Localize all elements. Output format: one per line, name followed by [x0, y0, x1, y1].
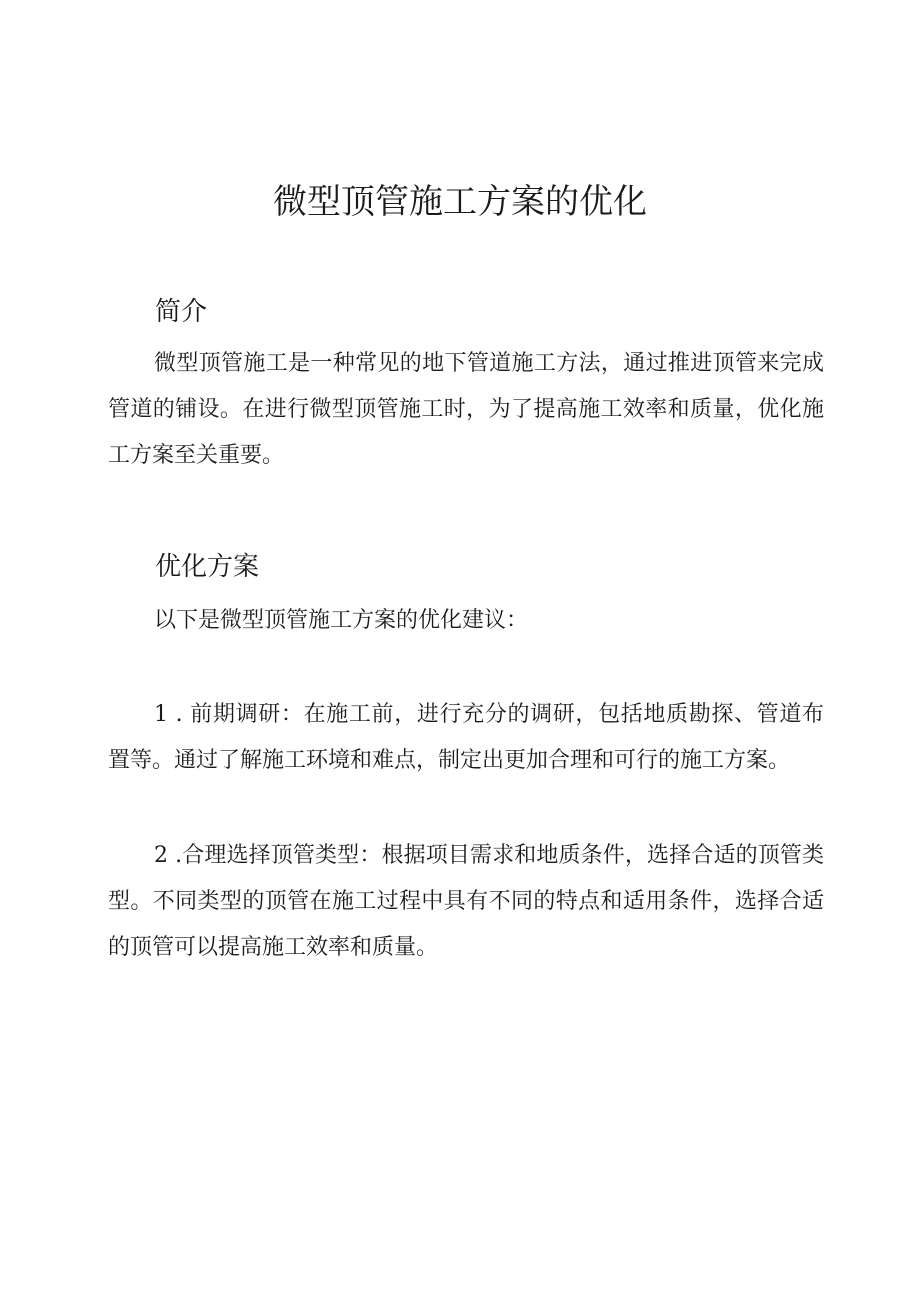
optimization-lead-paragraph: 以下是微型顶管施工方案的优化建议：: [154, 608, 529, 633]
optimization-item-2: 2 .合理选择顶管类型：根据项目需求和地质条件，选择合适的顶管类型。不同类型的顶管在施工过程中具有不同的特点和适用条件，选择合适的顶管可以提高施工效率和质量。: [108, 843, 824, 960]
section-heading-intro: 简介: [155, 297, 208, 327]
section-heading-optimization: 优化方案: [155, 552, 260, 582]
intro-paragraph: 微型顶管施工是一种常见的地下管道施工方法，通过推进顶管来完成管道的铺设。在进行微型顶管施工时，为了提高施工效率和质量，优化施工方案至关重要。: [108, 351, 824, 468]
optimization-item-1: 1 . 前期调研：在施工前，进行充分的调研，包括地质勘探、管道布置等。通过了解施工环境和难点，制定出更加合理和可行的施工方案。: [108, 702, 824, 773]
page-title: 微型顶管施工方案的优化: [273, 182, 647, 222]
